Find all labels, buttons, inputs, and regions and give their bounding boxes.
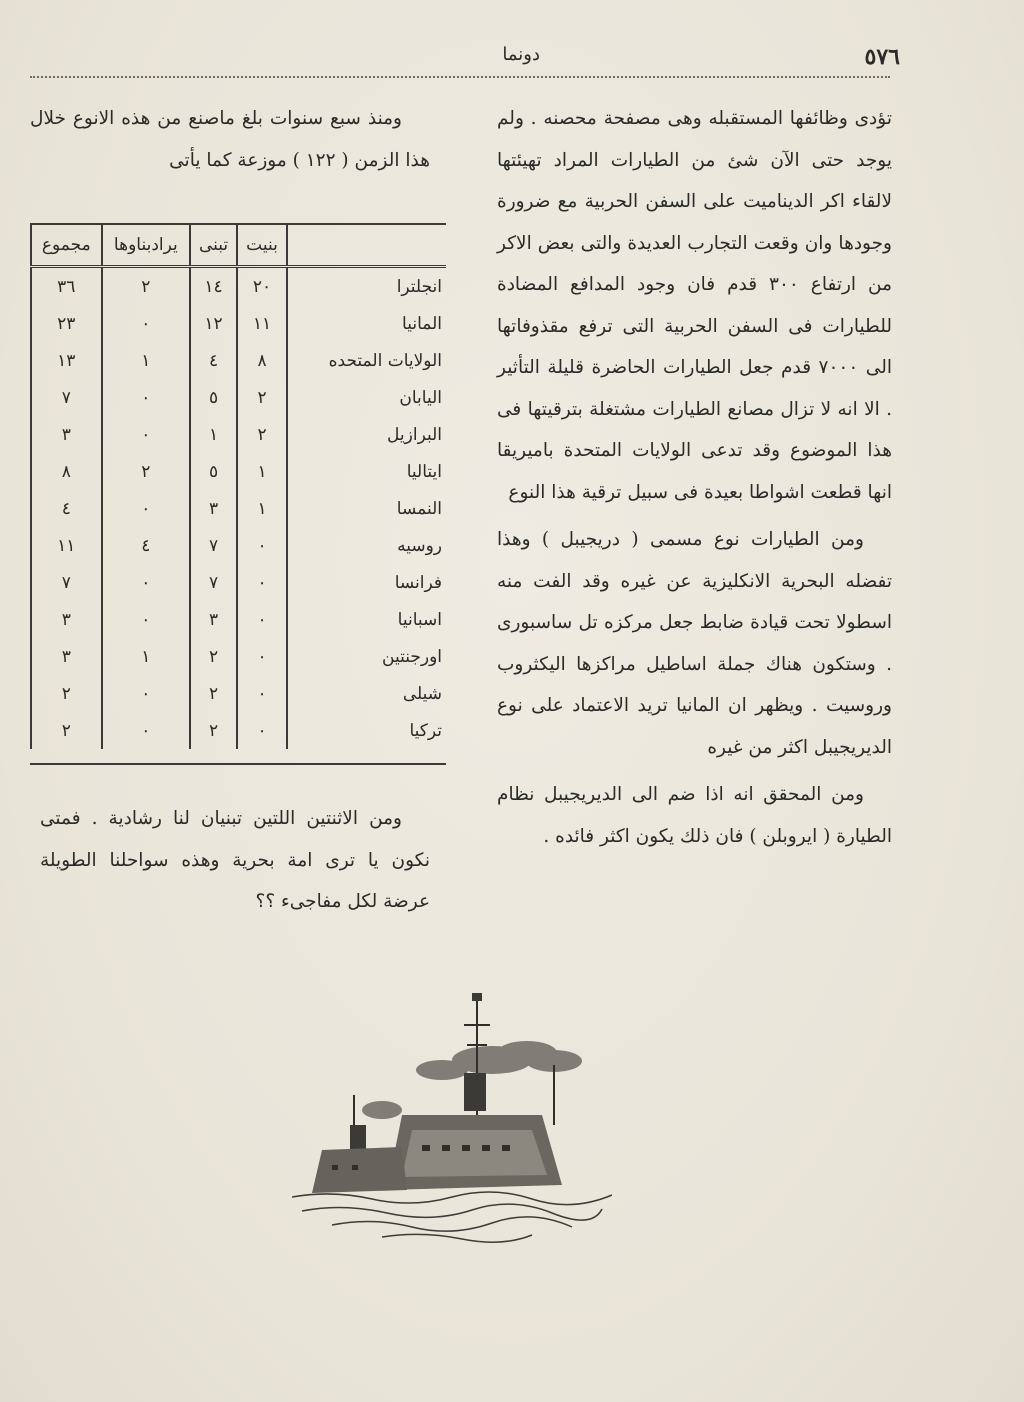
count-cell: ٥ (190, 379, 237, 416)
count-cell: ٣ (31, 638, 102, 675)
table-row (31, 601, 446, 638)
count-cell: ٨ (31, 453, 102, 490)
count-cell: ٢ (190, 675, 237, 712)
count-cell: ٠ (102, 712, 190, 749)
count-cell: ٠ (237, 712, 287, 749)
count-cell: ٠ (102, 564, 190, 601)
country-cell: اسبانيا (397, 609, 442, 630)
count-cell: ٠ (102, 675, 190, 712)
count-cell: ٧ (31, 379, 102, 416)
paragraph: ومن المحقق انه اذا ضم الى الديريجيبل نظام الطيارة ( ايروبلن ) فان ذلك يكون اكثر فائده . (497, 784, 892, 847)
table-row (31, 490, 446, 527)
count-cell: ٢ (102, 453, 190, 490)
country-cell: اليابان (399, 387, 442, 408)
count-cell: ٢ (102, 267, 190, 306)
header-divider (30, 76, 890, 78)
table-row (31, 527, 446, 564)
table-header-cell (287, 224, 446, 267)
left-column-closing (40, 798, 430, 929)
country-cell: البرازيل (387, 424, 442, 445)
paragraph: ومنذ سبع سنوات بلغ ماصنع من هذه الانوع خلال هذا الزمن ( ١٢٢ ) موزعة كما يأتى (30, 108, 430, 171)
count-cell: ٠ (102, 416, 190, 453)
country-cell: النمسا (396, 498, 442, 519)
table-header-row (31, 224, 446, 267)
table-row (31, 712, 446, 749)
table-header-cell: مجموع (31, 224, 102, 267)
table-header-cell: يرادبناوها (102, 224, 190, 267)
count-cell: ١ (190, 416, 237, 453)
count-cell: ٢٣ (31, 305, 102, 342)
warship-engraving-icon (292, 985, 612, 1245)
country-cell: شيلى (402, 683, 442, 704)
country-cell: ايتاليا (406, 461, 442, 482)
count-cell: ٠ (102, 305, 190, 342)
count-cell: ١ (237, 453, 287, 490)
paragraph: تؤدى وظائفها المستقبله وهى مصفحة محصنه . ولم يوجد حتى الآن شئ من الطيارات المراد تهيئتها لالقاء اكر الديناميت على السفن الحربية مع ضرورة وجودها وان وقعت التجارب العديدة والتى بعض الاكر من ارتفاع ٣٠٠ قدم فان وجود المدافع المضادة للطيارات فى السفن الحربية التى ترفع مقذوفاتها الى ٧٠٠٠ قدم جعل الطيارات الحاضرة قليلة التأثير . الا انه لا تزال مصانع الطيارات مشتغلة بترقيتها فى هذا الموضوع وقد تدعى الولايات المتحدة باميريقا انها قطعت اشواطا بعيدة فى سبيل ترقية هذا النوع (497, 108, 892, 503)
count-cell: ٤ (190, 342, 237, 379)
count-cell: ٢ (31, 712, 102, 749)
table-row (31, 342, 446, 379)
count-cell: ٧ (31, 564, 102, 601)
count-cell: ٣٦ (31, 267, 102, 306)
count-cell: ٠ (102, 379, 190, 416)
table-row (31, 267, 446, 306)
count-cell: ١٤ (190, 267, 237, 306)
count-cell: ٠ (237, 675, 287, 712)
table-row (31, 638, 446, 675)
count-cell: ١ (102, 342, 190, 379)
right-column (497, 98, 892, 863)
count-cell: ٠ (102, 601, 190, 638)
count-cell: ٣ (190, 490, 237, 527)
table-bottom-rule (30, 763, 446, 765)
count-cell: ٤ (31, 490, 102, 527)
table-header-cell: تبنى (190, 224, 237, 267)
count-cell: ١١ (31, 527, 102, 564)
count-cell: ٢ (31, 675, 102, 712)
count-cell: ١٣ (31, 342, 102, 379)
count-cell: ٣ (31, 601, 102, 638)
country-cell: فرانسا (394, 572, 442, 593)
count-cell: ٠ (237, 601, 287, 638)
page-header (70, 44, 900, 80)
table-row (31, 453, 446, 490)
country-cell: الولايات المتحده (328, 350, 442, 371)
count-cell: ٠ (237, 638, 287, 675)
page-number: ٥٧٦ (864, 44, 900, 70)
count-cell: ٠ (237, 527, 287, 564)
country-cell: المانيا (402, 313, 442, 334)
paragraph: ومن الطيارات نوع مسمى ( دريجيبل ) وهذا تفضله البحرية الانكليزية عن غيره وقد الفت منه اسطولا تحت قيادة ضابط جعل مركزه تل ساسبورى . وستكون هناك جملة اساطيل مراكزها اليكثروب وروسيت . ويظهر ان المانيا تريد الاعتماد على نوع الديريجيبل اكثر من غيره (497, 529, 892, 758)
count-cell: ٧ (190, 527, 237, 564)
count-cell: ١ (102, 638, 190, 675)
count-cell: ٤ (102, 527, 190, 564)
left-column-intro (30, 98, 430, 187)
count-cell: ٣ (31, 416, 102, 453)
count-cell: ٠ (237, 564, 287, 601)
country-cell: اورجنتين (382, 646, 442, 667)
country-cell: روسيه (397, 535, 442, 556)
count-cell: ٠ (102, 490, 190, 527)
table-header-cell: بنيت (237, 224, 287, 267)
table-row (31, 675, 446, 712)
count-cell: ٧ (190, 564, 237, 601)
country-cell: انجلترا (396, 276, 442, 297)
count-cell: ٢ (190, 712, 237, 749)
table-row (31, 416, 446, 453)
count-cell: ٢ (190, 638, 237, 675)
count-cell: ١١ (237, 305, 287, 342)
count-cell: ١ (237, 490, 287, 527)
table-row (31, 564, 446, 601)
paragraph: ومن الاثنتين اللتين تبنيان لنا رشادية . فمتى نكون يا ترى امة بحرية وهذه سواحلنا الطويلة عرضة لكل مفاجىء ؟؟ (40, 808, 430, 912)
count-cell: ٨ (237, 342, 287, 379)
count-cell: ٢ (237, 416, 287, 453)
count-cell: ٣ (190, 601, 237, 638)
warships-table (30, 223, 446, 749)
table-row (31, 305, 446, 342)
country-cell: تركيا (409, 720, 442, 741)
count-cell: ٢ (237, 379, 287, 416)
count-cell: ٥ (190, 453, 237, 490)
count-cell: ١٢ (190, 305, 237, 342)
table-row (31, 379, 446, 416)
running-head: دونما (502, 44, 540, 65)
count-cell: ٢٠ (237, 267, 287, 306)
